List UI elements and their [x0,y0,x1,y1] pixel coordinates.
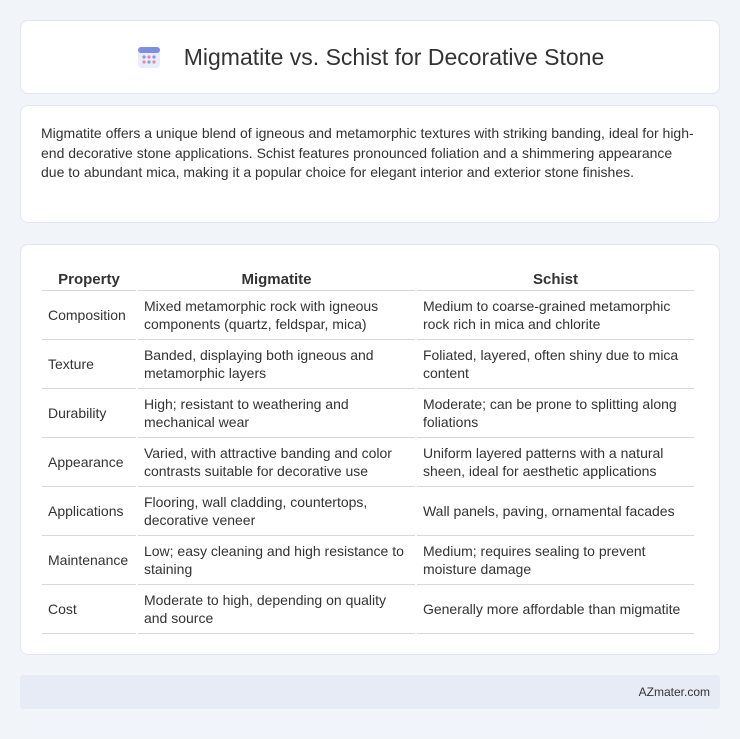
property-cell: Appearance [42,438,136,487]
comparison-table-card [20,244,720,655]
footer-brand[interactable]: AZmater.com [638,685,710,699]
table-header-row [42,265,694,291]
header-migmatite: Migmatite [138,265,415,291]
property-cell: Composition [42,291,136,340]
calendar-grid-icon [136,44,162,70]
migmatite-cell: Banded, displaying both igneous and metamorphic layers [138,340,415,389]
table-row [42,585,694,634]
migmatite-cell: Low; easy cleaning and high resistance to staining [138,536,415,585]
page-title: Migmatite vs. Schist for Decorative Stone [183,43,605,70]
intro-card [20,105,720,223]
migmatite-cell: Varied, with attractive banding and color contrasts suitable for decorative use [138,438,415,487]
migmatite-cell: High; resistant to weathering and mechanical wear [138,389,415,438]
property-cell: Applications [42,487,136,536]
header-property: Property [42,265,136,291]
header-card [20,20,720,94]
table-row [42,291,694,340]
property-cell: Durability [42,389,136,438]
schist-cell: Wall panels, paving, ornamental facades [417,487,694,536]
footer [20,675,720,709]
comparison-table [40,265,696,634]
schist-cell: Foliated, layered, often shiny due to mica content [417,340,694,389]
table-row [42,487,694,536]
schist-cell: Moderate; can be prone to splitting along foliations [417,389,694,438]
table-row [42,389,694,438]
table-row [42,438,694,487]
intro-text: Migmatite offers a unique blend of igneous and metamorphic textures with striking banding, ideal for high-end decorative stone applications. Schist features pronounced foliation and a shimmering appearance due to abundant mica, making it a popular choice for elegant interior and exterior stone finishes. [41,125,694,180]
header-schist: Schist [417,265,694,291]
property-cell: Texture [42,340,136,389]
schist-cell: Uniform layered patterns with a natural sheen, ideal for aesthetic applications [417,438,694,487]
schist-cell: Medium; requires sealing to prevent moisture damage [417,536,694,585]
schist-cell: Medium to coarse-grained metamorphic rock rich in mica and chlorite [417,291,694,340]
property-cell: Maintenance [42,536,136,585]
table-row [42,536,694,585]
migmatite-cell: Mixed metamorphic rock with igneous components (quartz, feldspar, mica) [138,291,415,340]
migmatite-cell: Flooring, wall cladding, countertops, decorative veneer [138,487,415,536]
table-row [42,340,694,389]
schist-cell: Generally more affordable than migmatite [417,585,694,634]
migmatite-cell: Moderate to high, depending on quality and source [138,585,415,634]
property-cell: Cost [42,585,136,634]
